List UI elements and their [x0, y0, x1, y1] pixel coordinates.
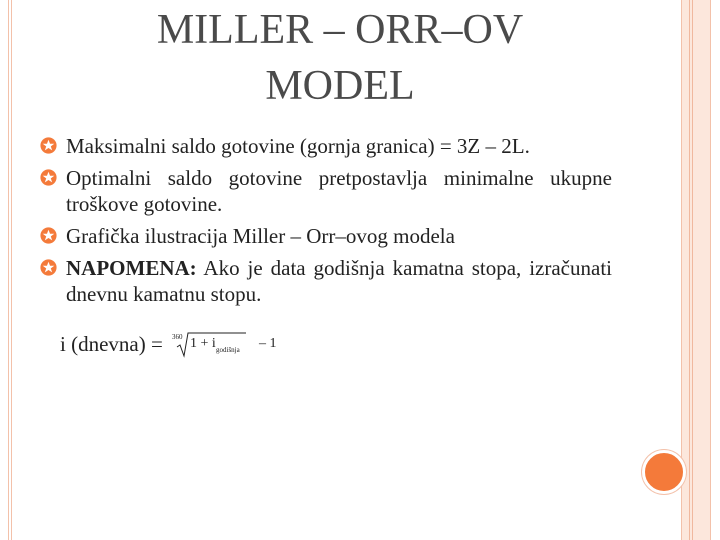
- title-line-2: MODEL: [265, 63, 415, 109]
- right-border-line: [689, 0, 693, 540]
- bullet-item: [40, 165, 612, 217]
- bullet-item: [40, 223, 612, 249]
- note-label: NAPOMENA:: [66, 256, 197, 280]
- slide-title: [60, 2, 620, 114]
- bullet-text: Ako je data godišnja kamatna stopa, izračunati dnevnu kamatnu stopu.: [66, 256, 612, 306]
- bullet-text: Optimalni saldo gotovine pretpostavlja minimalne ukupne troškove gotovine.: [66, 166, 612, 216]
- bullet-text: Maksimalni saldo gotovine (gornja granica) = 3Z – 2L.: [66, 134, 530, 158]
- title-line-1: MILLER – ORR–OV: [156, 7, 524, 53]
- minus-one: – 1: [258, 336, 277, 351]
- formula-label: i (dnevna) =: [60, 332, 163, 356]
- orange-circle-decoration: [642, 450, 686, 494]
- bullet-text: Grafička ilustracija Miller – Orr–ovog modela: [66, 224, 455, 248]
- right-border-band: [681, 0, 711, 540]
- star-bullet-icon: [40, 137, 57, 154]
- star-bullet-icon: [40, 169, 57, 186]
- bullet-list: [40, 133, 612, 313]
- root-index: 360: [171, 333, 183, 341]
- formula-expression: [171, 330, 289, 358]
- star-bullet-icon: [40, 227, 57, 244]
- bullet-item: [40, 133, 612, 159]
- bullet-item: [40, 255, 612, 307]
- radicand: 1 + i: [189, 336, 216, 351]
- star-bullet-icon: [40, 259, 57, 276]
- formula-line: [60, 330, 289, 358]
- left-border-decoration: [8, 0, 12, 540]
- rate-subscript: godišnja: [215, 346, 240, 354]
